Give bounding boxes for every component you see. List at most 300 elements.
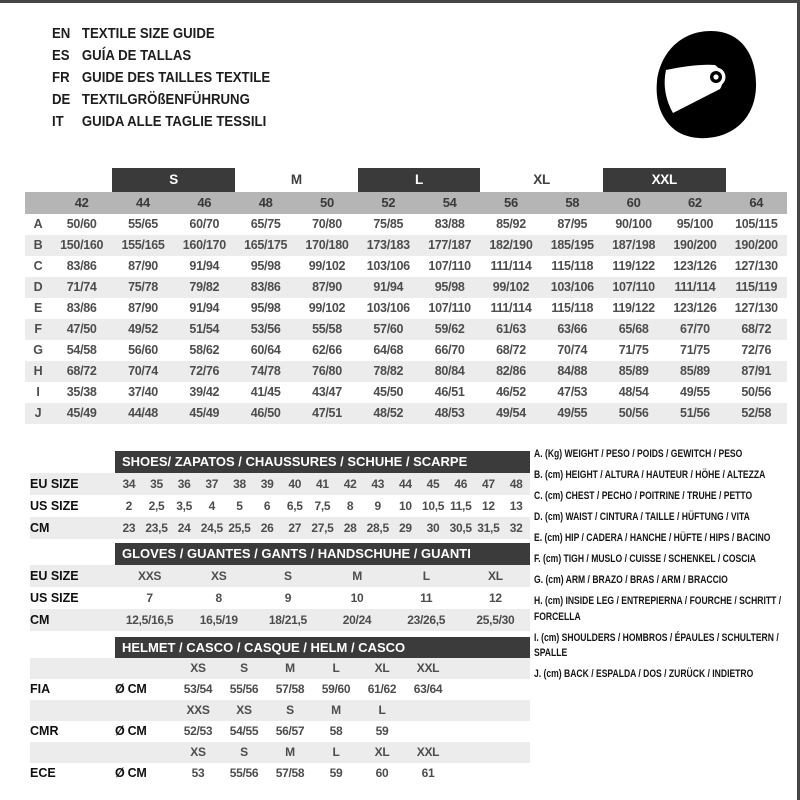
size-cell: 46/50 bbox=[235, 403, 296, 424]
size-cell: 49/54 bbox=[480, 403, 541, 424]
size-cell: 111/114 bbox=[490, 259, 532, 273]
size-header-cell: 52 bbox=[358, 192, 419, 214]
filler-cell bbox=[451, 742, 530, 763]
size-cell: 82/86 bbox=[480, 361, 541, 382]
filler-cell bbox=[451, 658, 530, 679]
size-cell: 71/75 bbox=[618, 343, 649, 357]
table-title-bar: GLOVES / GUANTES / GANTS / HANDSCHUHE / GUANTI bbox=[115, 543, 530, 565]
language-header bbox=[52, 23, 270, 133]
size-cell: 65/75 bbox=[250, 217, 281, 231]
size-group-XXL bbox=[603, 168, 726, 192]
size-row bbox=[30, 473, 530, 495]
language-code: IT bbox=[52, 113, 64, 130]
size-group-label: M bbox=[290, 172, 302, 187]
size-cell: 46/51 bbox=[434, 385, 465, 399]
size-cell: 35 bbox=[143, 473, 171, 495]
size-cell: 63/66 bbox=[542, 319, 603, 340]
size-header-cell: 48 bbox=[235, 192, 296, 214]
legend-item: F. (cm) TIGH / MUSLO / CUISSE / SCHENKEL / COSCIA bbox=[534, 553, 756, 565]
size-cell: 10 bbox=[350, 591, 364, 605]
size-cell: 57/58 bbox=[275, 766, 305, 780]
size-cell: 85/92 bbox=[496, 217, 526, 231]
unit-label: Ø CM bbox=[115, 682, 147, 696]
size-cell: 75/78 bbox=[112, 277, 173, 298]
row-label: EU SIZE bbox=[30, 473, 115, 495]
table-title-bar: HELMET / CASCO / CASQUE / HELM / CASCO bbox=[115, 637, 530, 658]
size-cell: 35/38 bbox=[66, 385, 97, 399]
size-cell: 160/170 bbox=[174, 235, 235, 256]
row-spacer bbox=[30, 700, 115, 721]
size-cell: XS bbox=[221, 700, 267, 721]
size-cell: 57/60 bbox=[358, 319, 419, 340]
size-cell: 3,5 bbox=[176, 499, 193, 513]
visor-pivot-center bbox=[713, 74, 718, 79]
size-cell: 48/54 bbox=[618, 385, 649, 399]
size-cell: 44 bbox=[392, 473, 420, 495]
size-cell: 127/130 bbox=[734, 301, 778, 315]
size-cell: 46 bbox=[447, 473, 475, 495]
size-cell: 60/70 bbox=[189, 217, 220, 231]
size-cell: 107/110 bbox=[603, 277, 664, 298]
size-cell: 37/40 bbox=[128, 385, 158, 399]
size-cell: 115/119 bbox=[726, 277, 787, 298]
size-cell: 10,5 bbox=[421, 499, 445, 513]
legend-item: E. (cm) HIP / CADERA / HANCHE / HÜFTE / HIPS / BACINO bbox=[534, 532, 771, 544]
size-cell: 47/51 bbox=[296, 403, 357, 424]
size-cell: 50/56 bbox=[741, 385, 772, 399]
row-spacer bbox=[30, 658, 115, 679]
size-cell: 74/78 bbox=[235, 361, 296, 382]
size-cell: 123/126 bbox=[673, 259, 717, 273]
size-cell: 103/106 bbox=[366, 259, 410, 273]
size-cell: 49/55 bbox=[542, 403, 603, 424]
size-row bbox=[30, 495, 530, 517]
textile-size-table-wrap bbox=[25, 168, 787, 424]
row-spacer bbox=[30, 742, 115, 763]
size-cell: 50/56 bbox=[603, 403, 664, 424]
row-label: D bbox=[25, 277, 51, 298]
size-cell: 45 bbox=[419, 473, 447, 495]
measure-row bbox=[25, 403, 787, 424]
size-cell: 44/48 bbox=[112, 403, 173, 424]
size-header-cell: 54 bbox=[419, 192, 480, 214]
size-cell: 70/74 bbox=[112, 361, 173, 382]
size-cell: 68/72 bbox=[51, 361, 112, 382]
size-cell: 91/94 bbox=[189, 301, 220, 315]
size-cell: 182/190 bbox=[480, 235, 541, 256]
size-cell: 84/88 bbox=[542, 361, 603, 382]
size-header-cell: 58 bbox=[542, 192, 603, 214]
size-cell: 61/63 bbox=[480, 319, 541, 340]
size-cell: 190/200 bbox=[726, 235, 787, 256]
size-cell: 68/72 bbox=[726, 319, 787, 340]
size-cell: 8 bbox=[346, 499, 354, 513]
group-spacer bbox=[25, 168, 112, 192]
size-cell: 9 bbox=[374, 499, 381, 513]
size-cell: 23,5 bbox=[143, 517, 171, 539]
group-spacer-end bbox=[726, 168, 787, 192]
legend-item: G. (cm) ARM / BRAZO / BRAS / ARM / BRACCIO bbox=[534, 574, 728, 586]
row-label: CM bbox=[30, 517, 115, 539]
size-header-spacer bbox=[25, 192, 51, 214]
size-cell: 4 bbox=[208, 499, 215, 513]
size-cell: 95/100 bbox=[676, 217, 714, 231]
size-cell: 58/62 bbox=[189, 343, 220, 357]
size-cell: 83/86 bbox=[66, 301, 97, 315]
language-row bbox=[52, 67, 270, 89]
size-cell: 62/66 bbox=[312, 343, 342, 357]
size-cell: 155/165 bbox=[112, 235, 173, 256]
size-cell: 67/70 bbox=[664, 319, 725, 340]
size-cell: XXL bbox=[405, 742, 451, 763]
size-cell: 60 bbox=[375, 766, 389, 780]
size-header-cell: 56 bbox=[480, 192, 541, 214]
size-cell: 12 bbox=[489, 591, 502, 605]
size-cell: 53/56 bbox=[235, 319, 296, 340]
size-cell: 65/68 bbox=[603, 319, 664, 340]
size-cell: 111/114 bbox=[490, 301, 532, 315]
size-header-cell: 42 bbox=[51, 192, 112, 214]
size-cell bbox=[405, 700, 451, 721]
size-cell: 91/94 bbox=[358, 277, 419, 298]
helmet-value-row bbox=[30, 763, 530, 784]
size-group-label: S bbox=[112, 168, 235, 192]
size-cell: 70/74 bbox=[557, 343, 588, 357]
language-row bbox=[52, 89, 270, 111]
size-cell: 70/80 bbox=[312, 217, 342, 231]
unit-spacer bbox=[115, 700, 175, 721]
title-spacer bbox=[30, 451, 115, 473]
measure-row bbox=[25, 340, 787, 361]
size-cell: 72/76 bbox=[741, 343, 772, 357]
size-cell: 30,5 bbox=[447, 517, 475, 539]
size-cell: 27 bbox=[281, 517, 309, 539]
size-cell: 25,5/30 bbox=[461, 609, 530, 631]
size-cell: XL bbox=[359, 658, 405, 679]
row-label: US SIZE bbox=[30, 587, 115, 609]
size-cell: XS bbox=[175, 742, 221, 763]
size-cell: 75/85 bbox=[373, 217, 404, 231]
gloves-size-table bbox=[30, 543, 530, 631]
size-cell: 55/56 bbox=[229, 682, 259, 696]
size-cell: M bbox=[322, 565, 391, 587]
size-cell: 51/56 bbox=[664, 403, 725, 424]
size-cell: 105/115 bbox=[735, 217, 778, 231]
size-cell: 31,5 bbox=[475, 517, 503, 539]
size-cell: 40 bbox=[281, 473, 309, 495]
row-label: H bbox=[25, 361, 51, 382]
size-cell: 90/100 bbox=[615, 217, 652, 231]
size-cell: 5 bbox=[236, 499, 243, 513]
size-cell: M bbox=[313, 700, 359, 721]
size-cell: 48/53 bbox=[419, 403, 480, 424]
size-cell: 59 bbox=[375, 724, 389, 738]
measure-row bbox=[25, 361, 787, 382]
table-title-row bbox=[30, 637, 530, 658]
row-label: US SIZE bbox=[30, 495, 115, 517]
size-cell: XL bbox=[359, 742, 405, 763]
size-cell: 16,5/19 bbox=[184, 609, 253, 631]
legend-item: D. (cm) WAIST / CINTURA / TAILLE / HÜFTUNG / VITA bbox=[534, 511, 750, 523]
language-code: FR bbox=[52, 69, 70, 86]
size-cell: 50/60 bbox=[66, 217, 97, 231]
size-cell: 87/95 bbox=[557, 217, 588, 231]
size-cell: 123/126 bbox=[673, 301, 717, 315]
size-cell: 39/42 bbox=[189, 385, 220, 399]
size-cell: 170/180 bbox=[296, 235, 357, 256]
size-cell: L bbox=[392, 565, 461, 587]
size-cell: 6 bbox=[263, 499, 271, 513]
language-row bbox=[52, 45, 270, 67]
title-spacer bbox=[30, 637, 115, 658]
size-cell: 54/55 bbox=[229, 724, 259, 738]
size-cell: 47/53 bbox=[557, 385, 588, 399]
measure-row bbox=[25, 298, 787, 319]
size-cell: 49/55 bbox=[680, 385, 710, 399]
textile-size-table bbox=[25, 168, 787, 424]
size-cell: 60/64 bbox=[250, 343, 281, 357]
size-group-XL bbox=[480, 168, 603, 192]
size-cell: 55/58 bbox=[296, 319, 357, 340]
size-cell: 52/58 bbox=[726, 403, 787, 424]
size-cell: M bbox=[267, 742, 313, 763]
size-cell: 95/98 bbox=[419, 277, 480, 298]
size-cell: 53/54 bbox=[183, 682, 213, 696]
size-group-L bbox=[358, 168, 481, 192]
size-cell: 63/64 bbox=[413, 682, 443, 696]
size-cell: 48/52 bbox=[358, 403, 419, 424]
helmet-icon bbox=[645, 23, 765, 143]
size-cell: 23/26,5 bbox=[392, 609, 461, 631]
size-cell: 24 bbox=[170, 517, 198, 539]
size-cell: L bbox=[313, 742, 359, 763]
shoes-size-block bbox=[30, 451, 530, 539]
measure-row bbox=[25, 214, 787, 235]
size-cell: 23 bbox=[115, 517, 143, 539]
legend-item: I. (cm) SHOULDERS / HOMBROS / ÉPAULES / SCHULTERN / SPALLE bbox=[534, 631, 779, 659]
legend-item: A. (Kg) WEIGHT / PESO / POIDS / GEWITCH / PESO bbox=[534, 448, 743, 460]
size-header-row bbox=[25, 192, 787, 214]
size-cell: 12,5/16,5 bbox=[115, 609, 184, 631]
row-label: I bbox=[36, 385, 40, 399]
size-cell: 38 bbox=[226, 473, 254, 495]
size-cell: L bbox=[313, 658, 359, 679]
size-cell: 95/98 bbox=[250, 301, 281, 315]
size-cell: 177/187 bbox=[419, 235, 480, 256]
size-cell: 150/160 bbox=[51, 235, 112, 256]
size-cell: 47 bbox=[475, 473, 503, 495]
size-header-cell: 46 bbox=[174, 192, 235, 214]
size-cell: 30 bbox=[419, 517, 447, 539]
size-cell: XS bbox=[175, 658, 221, 679]
helmet-size-table bbox=[30, 637, 530, 784]
size-cell: 87/90 bbox=[128, 259, 158, 273]
size-header-cell: 44 bbox=[112, 192, 173, 214]
size-cell: 95/98 bbox=[250, 259, 281, 273]
filler-cell bbox=[451, 700, 530, 721]
size-cell: 42 bbox=[336, 473, 364, 495]
language-row bbox=[52, 23, 270, 45]
language-title: GUIDE DES TAILLES TEXTILE bbox=[81, 69, 271, 86]
size-group-label: XXL bbox=[603, 168, 726, 192]
size-cell: 115/118 bbox=[551, 301, 594, 315]
size-cell: 53 bbox=[191, 766, 205, 780]
size-cell: 99/102 bbox=[308, 259, 346, 273]
size-header-cell: 62 bbox=[664, 192, 725, 214]
row-label: EU SIZE bbox=[30, 565, 115, 587]
size-cell: 119/122 bbox=[612, 259, 655, 273]
standard-label: FIA bbox=[30, 679, 115, 700]
size-cell: 48 bbox=[502, 473, 530, 495]
row-label: F bbox=[25, 319, 51, 340]
size-row bbox=[30, 609, 530, 631]
size-row bbox=[30, 517, 530, 539]
size-row bbox=[30, 587, 530, 609]
size-cell: 185/195 bbox=[542, 235, 603, 256]
size-cell: S bbox=[267, 700, 313, 721]
size-cell: 66/70 bbox=[434, 343, 465, 357]
size-cell: 2 bbox=[125, 499, 133, 513]
shoes-size-table bbox=[30, 451, 530, 539]
helmet-value-row bbox=[30, 721, 530, 742]
size-cell: 55/56 bbox=[229, 766, 259, 780]
measure-row bbox=[25, 382, 787, 403]
size-cell: 26 bbox=[253, 517, 281, 539]
size-cell: 45/49 bbox=[51, 403, 112, 424]
size-cell: 59/60 bbox=[321, 682, 351, 696]
size-cell: 71/74 bbox=[51, 277, 112, 298]
size-cell: XL bbox=[461, 565, 530, 587]
size-cell: 11,5 bbox=[449, 499, 472, 513]
size-cell: 11 bbox=[420, 591, 433, 605]
gloves-size-block bbox=[30, 543, 530, 631]
size-cell: 20/24 bbox=[322, 609, 391, 631]
size-group-label: XL bbox=[533, 172, 550, 187]
size-cell: 103/106 bbox=[366, 301, 410, 315]
size-cell: 64/68 bbox=[373, 343, 404, 357]
size-cell: 68/72 bbox=[496, 343, 526, 357]
size-cell: 107/110 bbox=[428, 259, 471, 273]
size-cell: 78/82 bbox=[358, 361, 419, 382]
size-cell: 54/58 bbox=[66, 343, 97, 357]
size-cell: 24,5 bbox=[198, 517, 226, 539]
size-header-cell: 50 bbox=[296, 192, 357, 214]
table-title-row bbox=[30, 543, 530, 565]
size-cell: 91/94 bbox=[189, 259, 220, 273]
size-cell: 39 bbox=[253, 473, 281, 495]
measure-row bbox=[25, 235, 787, 256]
title-spacer bbox=[30, 543, 115, 565]
size-cell: 45/49 bbox=[174, 403, 235, 424]
row-label: CM bbox=[30, 609, 115, 631]
size-cell: M bbox=[267, 658, 313, 679]
unit-spacer bbox=[115, 658, 175, 679]
size-cell: 7,5 bbox=[314, 499, 331, 513]
standard-label: CMR bbox=[30, 721, 115, 742]
size-cell: 72/76 bbox=[174, 361, 235, 382]
size-cell: 6,5 bbox=[286, 499, 303, 513]
size-cell: 34 bbox=[115, 473, 143, 495]
measure-row bbox=[25, 319, 787, 340]
legend-item: J. (cm) BACK / ESPALDA / DOS / ZURÜCK / INDIETRO bbox=[534, 668, 754, 680]
helmet-size-row bbox=[30, 700, 530, 721]
size-cell: 18/21,5 bbox=[253, 609, 322, 631]
language-code: EN bbox=[52, 25, 71, 42]
size-cell: 173/183 bbox=[358, 235, 419, 256]
helmet-size-row bbox=[30, 658, 530, 679]
size-cell: 107/110 bbox=[428, 301, 471, 315]
size-cell: 119/122 bbox=[612, 301, 655, 315]
size-cell: 99/102 bbox=[480, 277, 541, 298]
size-cell: 27,5 bbox=[309, 517, 337, 539]
legend-item: B. (cm) HEIGHT / ALTURA / HAUTEUR / HÖHE / ALTEZZA bbox=[534, 469, 766, 481]
legend-item: C. (cm) CHEST / PECHO / POITRINE / TRUHE / PETTO bbox=[534, 490, 753, 502]
size-cell: 55/65 bbox=[128, 217, 158, 231]
size-cell: 49/52 bbox=[112, 319, 173, 340]
unit-label: Ø CM bbox=[115, 724, 147, 738]
size-cell: XXS bbox=[115, 565, 184, 587]
size-cell: 43/47 bbox=[312, 385, 342, 399]
size-cell: 10 bbox=[399, 499, 412, 513]
language-title: TEXTILGRÖßENFÜHRUNG bbox=[81, 91, 250, 108]
table-title-row bbox=[30, 451, 530, 473]
size-cell: 83/86 bbox=[66, 259, 97, 273]
helmet-size-row bbox=[30, 742, 530, 763]
size-cell: 61/62 bbox=[367, 682, 397, 696]
size-cell: 87/90 bbox=[296, 277, 357, 298]
language-row bbox=[52, 111, 270, 133]
size-cell: 71/75 bbox=[680, 343, 710, 357]
table-title-bar: SHOES/ ZAPATOS / CHAUSSURES / SCHUHE / SCARPE bbox=[115, 451, 530, 473]
size-cell: 52/53 bbox=[183, 724, 213, 738]
language-code: ES bbox=[52, 47, 70, 64]
row-label: B bbox=[25, 235, 51, 256]
size-cell: 87/91 bbox=[726, 361, 787, 382]
size-cell: 2,5 bbox=[148, 499, 165, 513]
filler-cell bbox=[451, 763, 530, 784]
size-cell: 8 bbox=[215, 591, 222, 605]
helmet-size-block bbox=[30, 637, 530, 784]
size-header-cell: 64 bbox=[726, 192, 787, 214]
size-cell: S bbox=[221, 658, 267, 679]
size-cell: 59 bbox=[329, 766, 343, 780]
size-cell: 83/88 bbox=[434, 217, 465, 231]
size-cell: 103/106 bbox=[542, 277, 603, 298]
size-cell: 57/58 bbox=[275, 682, 305, 696]
row-label: C bbox=[33, 259, 43, 273]
size-cell: 111/114 bbox=[664, 277, 725, 298]
legend-item: H. (cm) INSIDE LEG / ENTREPIERNA / FOURCHE / SCHRITT / FORCELLA bbox=[534, 595, 782, 623]
size-cell: 36 bbox=[170, 473, 198, 495]
row-label: A bbox=[33, 217, 43, 231]
size-cell: 13 bbox=[509, 499, 523, 513]
size-cell: 59/62 bbox=[419, 319, 480, 340]
size-cell: 85/89 bbox=[603, 361, 664, 382]
size-cell: S bbox=[221, 742, 267, 763]
size-cell: 115/118 bbox=[551, 259, 594, 273]
language-title: GUIDA ALLE TAGLIE TESSILI bbox=[81, 113, 267, 130]
size-cell: 12 bbox=[481, 499, 495, 513]
size-cell: 45/50 bbox=[373, 385, 404, 399]
size-cell: 9 bbox=[284, 591, 292, 605]
size-cell: 83/86 bbox=[235, 277, 296, 298]
helmet-value-row bbox=[30, 679, 530, 700]
size-group-label: L bbox=[358, 168, 481, 192]
unit-label: Ø CM bbox=[115, 766, 147, 780]
row-label: G bbox=[33, 343, 43, 357]
size-cell: 37 bbox=[198, 473, 226, 495]
size-group-row bbox=[25, 168, 787, 192]
